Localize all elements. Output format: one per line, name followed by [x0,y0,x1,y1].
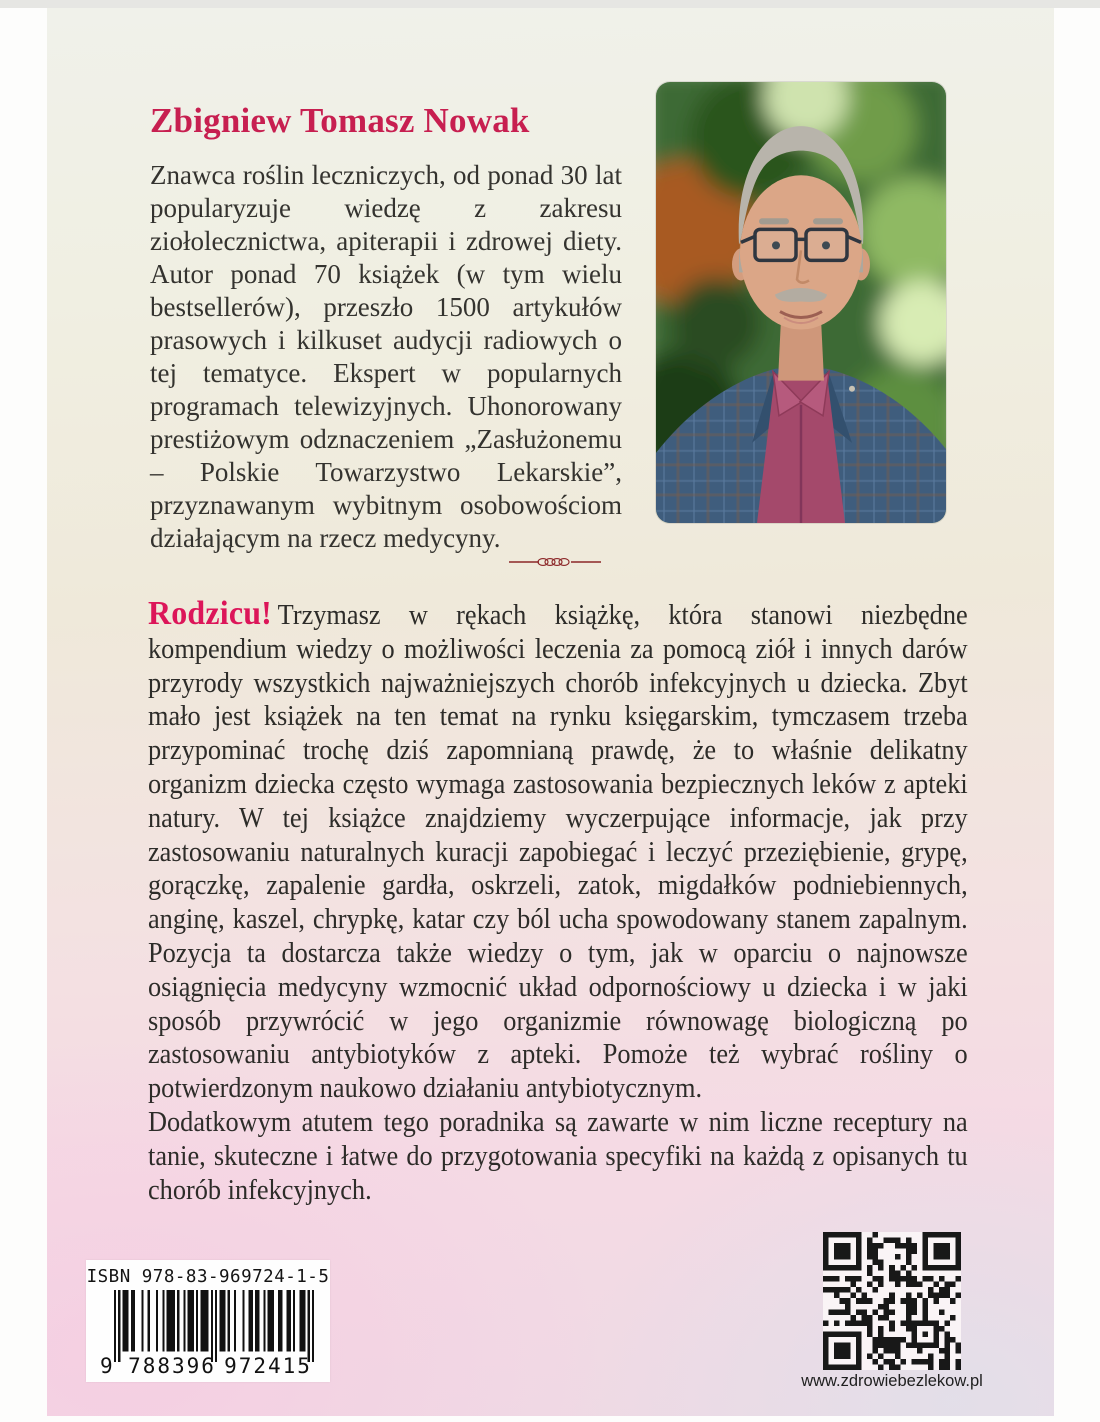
ean13-barcode [114,1290,314,1362]
ean-digit-lead: 9 [100,1354,115,1378]
blurb-lead: Rodzicu! [148,595,273,632]
isbn-label: ISBN 978-83-969724-1-5 [86,1267,330,1287]
ean-digit-group-2: 972415 [224,1354,312,1378]
blurb-paragraph-1-text: Trzymasz w rękach książkę, która stanowi niezbędne kompendium wiedzy o możliwości leczenia za pomocą ziół i innych darów przyrody wszystkich najważniejszych chorób infekcyjnych u dziecka. Zbyt mało jest książek na ten temat na rynku księgarskim, tymczasem trzeba przypominać trochę dziś zapomnianą prawdę, że to właśnie delikatny organizm dziecka często wymaga zastosowania bezpiecznych leków z apteki natury. W tej książce znajdziemy wyczerpujące informacje, jak przy zastosowaniu naturalnych kuracji zapobiegać i leczyć przeziębienie, grypę, gorączkę, zapalenie gardła, oskrzeli, zatok, migdałków podniebiennych, anginę, kaszel, chrypkę, katar czy ból ucha spowodowany stanem zapalnym. Pozycja ta dostarcza także wiedzy o tym, jak w oparciu o najnowsze osiągnięcia medycyny wzmocnić układ odpornościowy u dziecka i w jaki sposób przywrócić w jego organizmie równowagę biologiczną po zastosowaniu antybiotyków z apteki. Pomoże też wybrać rośliny o potwierdzonym naukowo działaniu antybiotycznym. [148,600,968,1105]
blurb-paragraph-1 [148,597,968,1106]
ornament-divider-icon [508,553,602,571]
isbn-block [86,1260,330,1382]
barcode-area [100,1290,318,1378]
blurb-paragraph-2: Dodatkowym atutem tego poradnika są zawarte w nim liczne receptury na tanie, skuteczne i łatwe do przygotowania specyfiki na każdą z opisanych tu chorób infekcyjnych. [148,1106,968,1206]
author-portrait-illustration [656,82,946,523]
book-back-cover [47,8,1054,1416]
qr-caption-url: www.zdrowiebezlekow.pl [801,1372,983,1390]
author-name-heading: Zbigniew Tomasz Nowak [150,101,530,141]
qr-code-matrix [823,1232,961,1370]
qr-code [823,1232,961,1370]
back-cover-blurb [148,597,968,1207]
ean-digit-group-1: 788396 [128,1354,216,1378]
author-bio-text: Znawca roślin leczniczych, od ponad 30 lat popularyzuje wiedzę z zakresu ziołolecznictwa, apiterapii i zdrowej diety. Autor ponad 70 książek (w tym wielu bestsellerów), przeszło 1500 artykułów prasowych i kilkuset audycji radiowych o tej tematyce. Ekspert w popularnych programach telewizyjnych. Uhonorowany prestiżowym odznaczeniem „Zasłużonemu – Polskie Towarzystwo Lekarskie”, przyznawanym wybitnym osobowościom działającym na rzecz medycyny. [150,160,622,553]
author-photo [656,82,946,523]
scan-margin [0,0,1100,8]
